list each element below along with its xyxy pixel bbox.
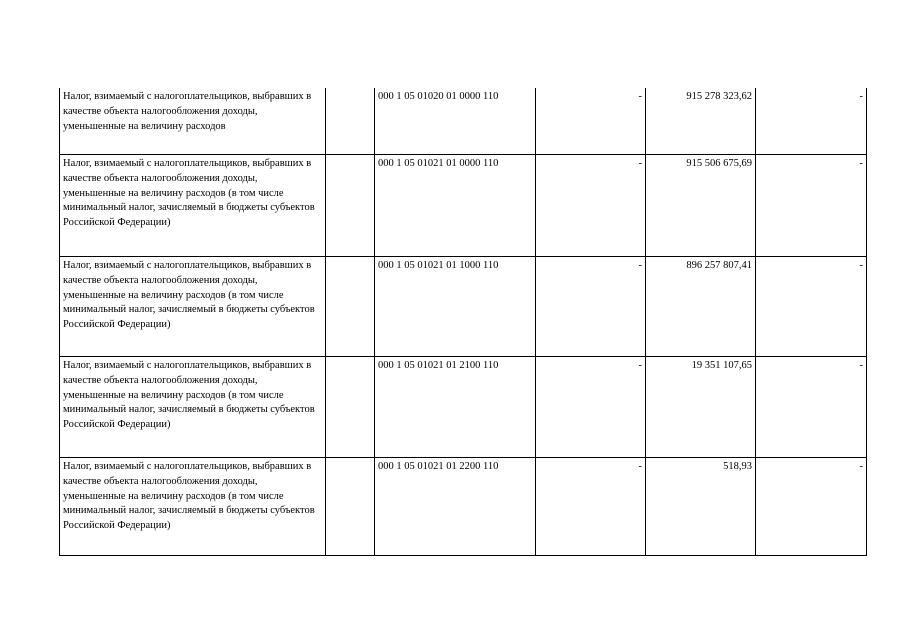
value-cell: -: [756, 458, 867, 556]
revenue-name-cell: Налог, взимаемый с налогоплательщиков, выбравших в качестве объекта налогообложения доходы, уменьшенные на величину расходов: [60, 88, 326, 155]
budget-code-cell: 000 1 05 01021 01 1000 110: [375, 257, 536, 357]
amount-cell: 518,93: [646, 458, 756, 556]
value-cell: -: [536, 155, 646, 257]
value-cell: -: [756, 155, 867, 257]
empty-cell: [326, 155, 375, 257]
revenue-name-cell: Налог, взимаемый с налогоплательщиков, выбравших в качестве объекта налогообложения доходы, уменьшенные на величину расходов (в том числе минимальный налог, зачисляемый в бюджеты субъектов Российской Федерации): [60, 458, 326, 556]
revenue-name-cell: Налог, взимаемый с налогоплательщиков, выбравших в качестве объекта налогообложения доходы, уменьшенные на величину расходов (в том числе минимальный налог, зачисляемый в бюджеты субъектов Российской Федерации): [60, 257, 326, 357]
amount-cell: 19 351 107,65: [646, 357, 756, 458]
value-cell: -: [536, 88, 646, 155]
budget-code-cell: 000 1 05 01021 01 2100 110: [375, 357, 536, 458]
table-row: [60, 257, 867, 357]
budget-code-cell: 000 1 05 01021 01 2200 110: [375, 458, 536, 556]
empty-cell: [326, 458, 375, 556]
table-row: [60, 88, 867, 155]
value-cell: -: [536, 257, 646, 357]
value-cell: -: [756, 357, 867, 458]
revenue-name-cell: Налог, взимаемый с налогоплательщиков, выбравших в качестве объекта налогообложения доходы, уменьшенные на величину расходов (в том числе минимальный налог, зачисляемый в бюджеты субъектов Российской Федерации): [60, 357, 326, 458]
revenue-name-cell: Налог, взимаемый с налогоплательщиков, выбравших в качестве объекта налогообложения доходы, уменьшенные на величину расходов (в том числе минимальный налог, зачисляемый в бюджеты субъектов Российской Федерации): [60, 155, 326, 257]
amount-cell: 915 278 323,62: [646, 88, 756, 155]
empty-cell: [326, 257, 375, 357]
amount-cell: 896 257 807,41: [646, 257, 756, 357]
budget-code-cell: 000 1 05 01020 01 0000 110: [375, 88, 536, 155]
value-cell: -: [536, 357, 646, 458]
empty-cell: [326, 88, 375, 155]
value-cell: -: [536, 458, 646, 556]
value-cell: -: [756, 257, 867, 357]
table-row: [60, 155, 867, 257]
table-row: [60, 458, 867, 556]
revenue-table: [59, 88, 867, 556]
table-row: [60, 357, 867, 458]
empty-cell: [326, 357, 375, 458]
amount-cell: 915 506 675,69: [646, 155, 756, 257]
budget-code-cell: 000 1 05 01021 01 0000 110: [375, 155, 536, 257]
value-cell: -: [756, 88, 867, 155]
